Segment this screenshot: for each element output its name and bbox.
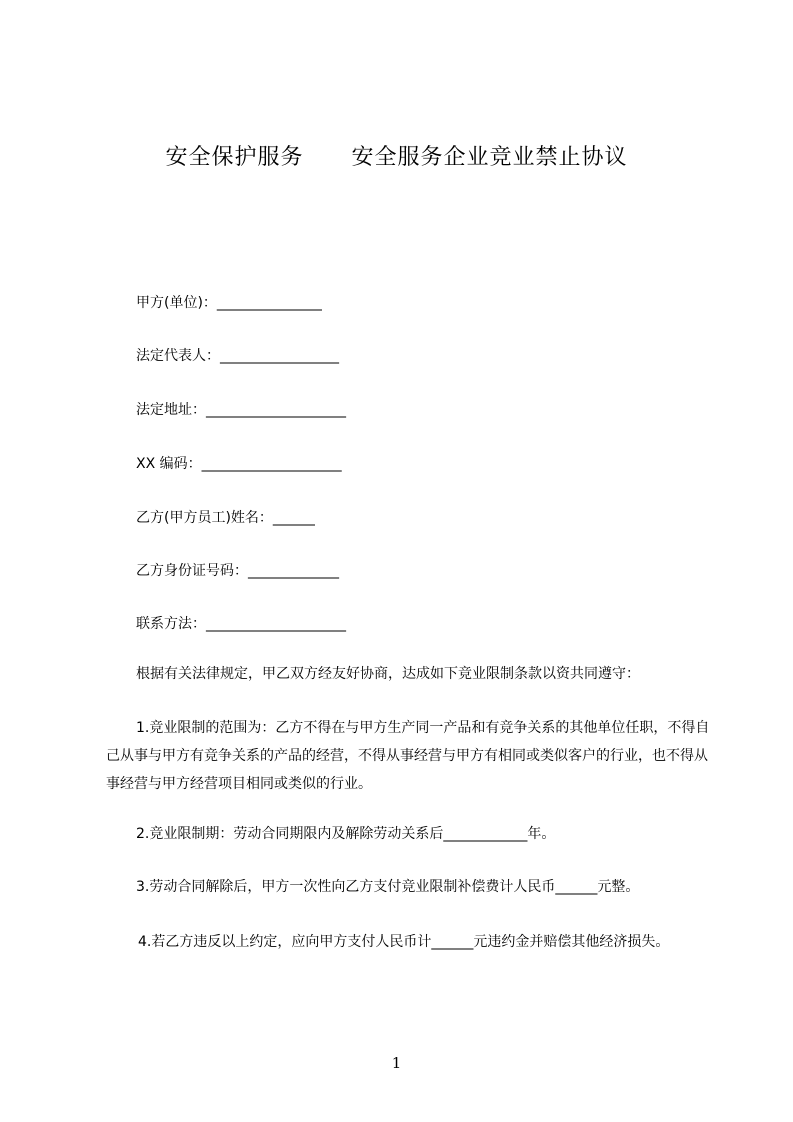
document-title: 安全保护服务 安全服务企业竞业禁止协议: [165, 145, 628, 170]
legal-address-field: 法定地址：____________________: [136, 402, 346, 418]
party-b-id-number-field: 乙方身份证号码：_____________: [136, 563, 339, 579]
clause-4: 4.若乙方违反以上约定，应向甲方支付人民币计______元违约金并赔偿其他经济损失。: [138, 934, 670, 950]
code-field: XX 编码：____________________: [136, 456, 342, 472]
intro-paragraph: 根据有关法律规定，甲乙双方经友好协商，达成如下竞业限制条款以资共同遵守：: [136, 666, 640, 682]
clause-2: 2.竞业限制期：劳动合同期限内及解除劳动关系后____________年。: [136, 826, 556, 842]
page-number: 1: [391, 1054, 402, 1072]
contact-method-field: 联系方法：____________________: [136, 616, 346, 632]
clause-3: 3.劳动合同解除后，甲方一次性向乙方支付竞业限制补偿费计人民币______元整。: [136, 879, 640, 895]
party-a-unit-field: 甲方(单位)：_______________: [136, 295, 322, 311]
party-b-name-field: 乙方(甲方员工)姓名：______: [136, 510, 315, 526]
clause-1: 1.竞业限制的范围为：乙方不得在与甲方生产同一产品和有竞争关系的其他单位任职，不得自己从事与甲方有竞争关系的产品的经营，不得从事经营与甲方有相同或类似客户的行业，也不得从事经营与甲方经营项目相同或类似的行业。: [106, 720, 710, 792]
legal-representative-field: 法定代表人：_________________: [136, 348, 339, 364]
